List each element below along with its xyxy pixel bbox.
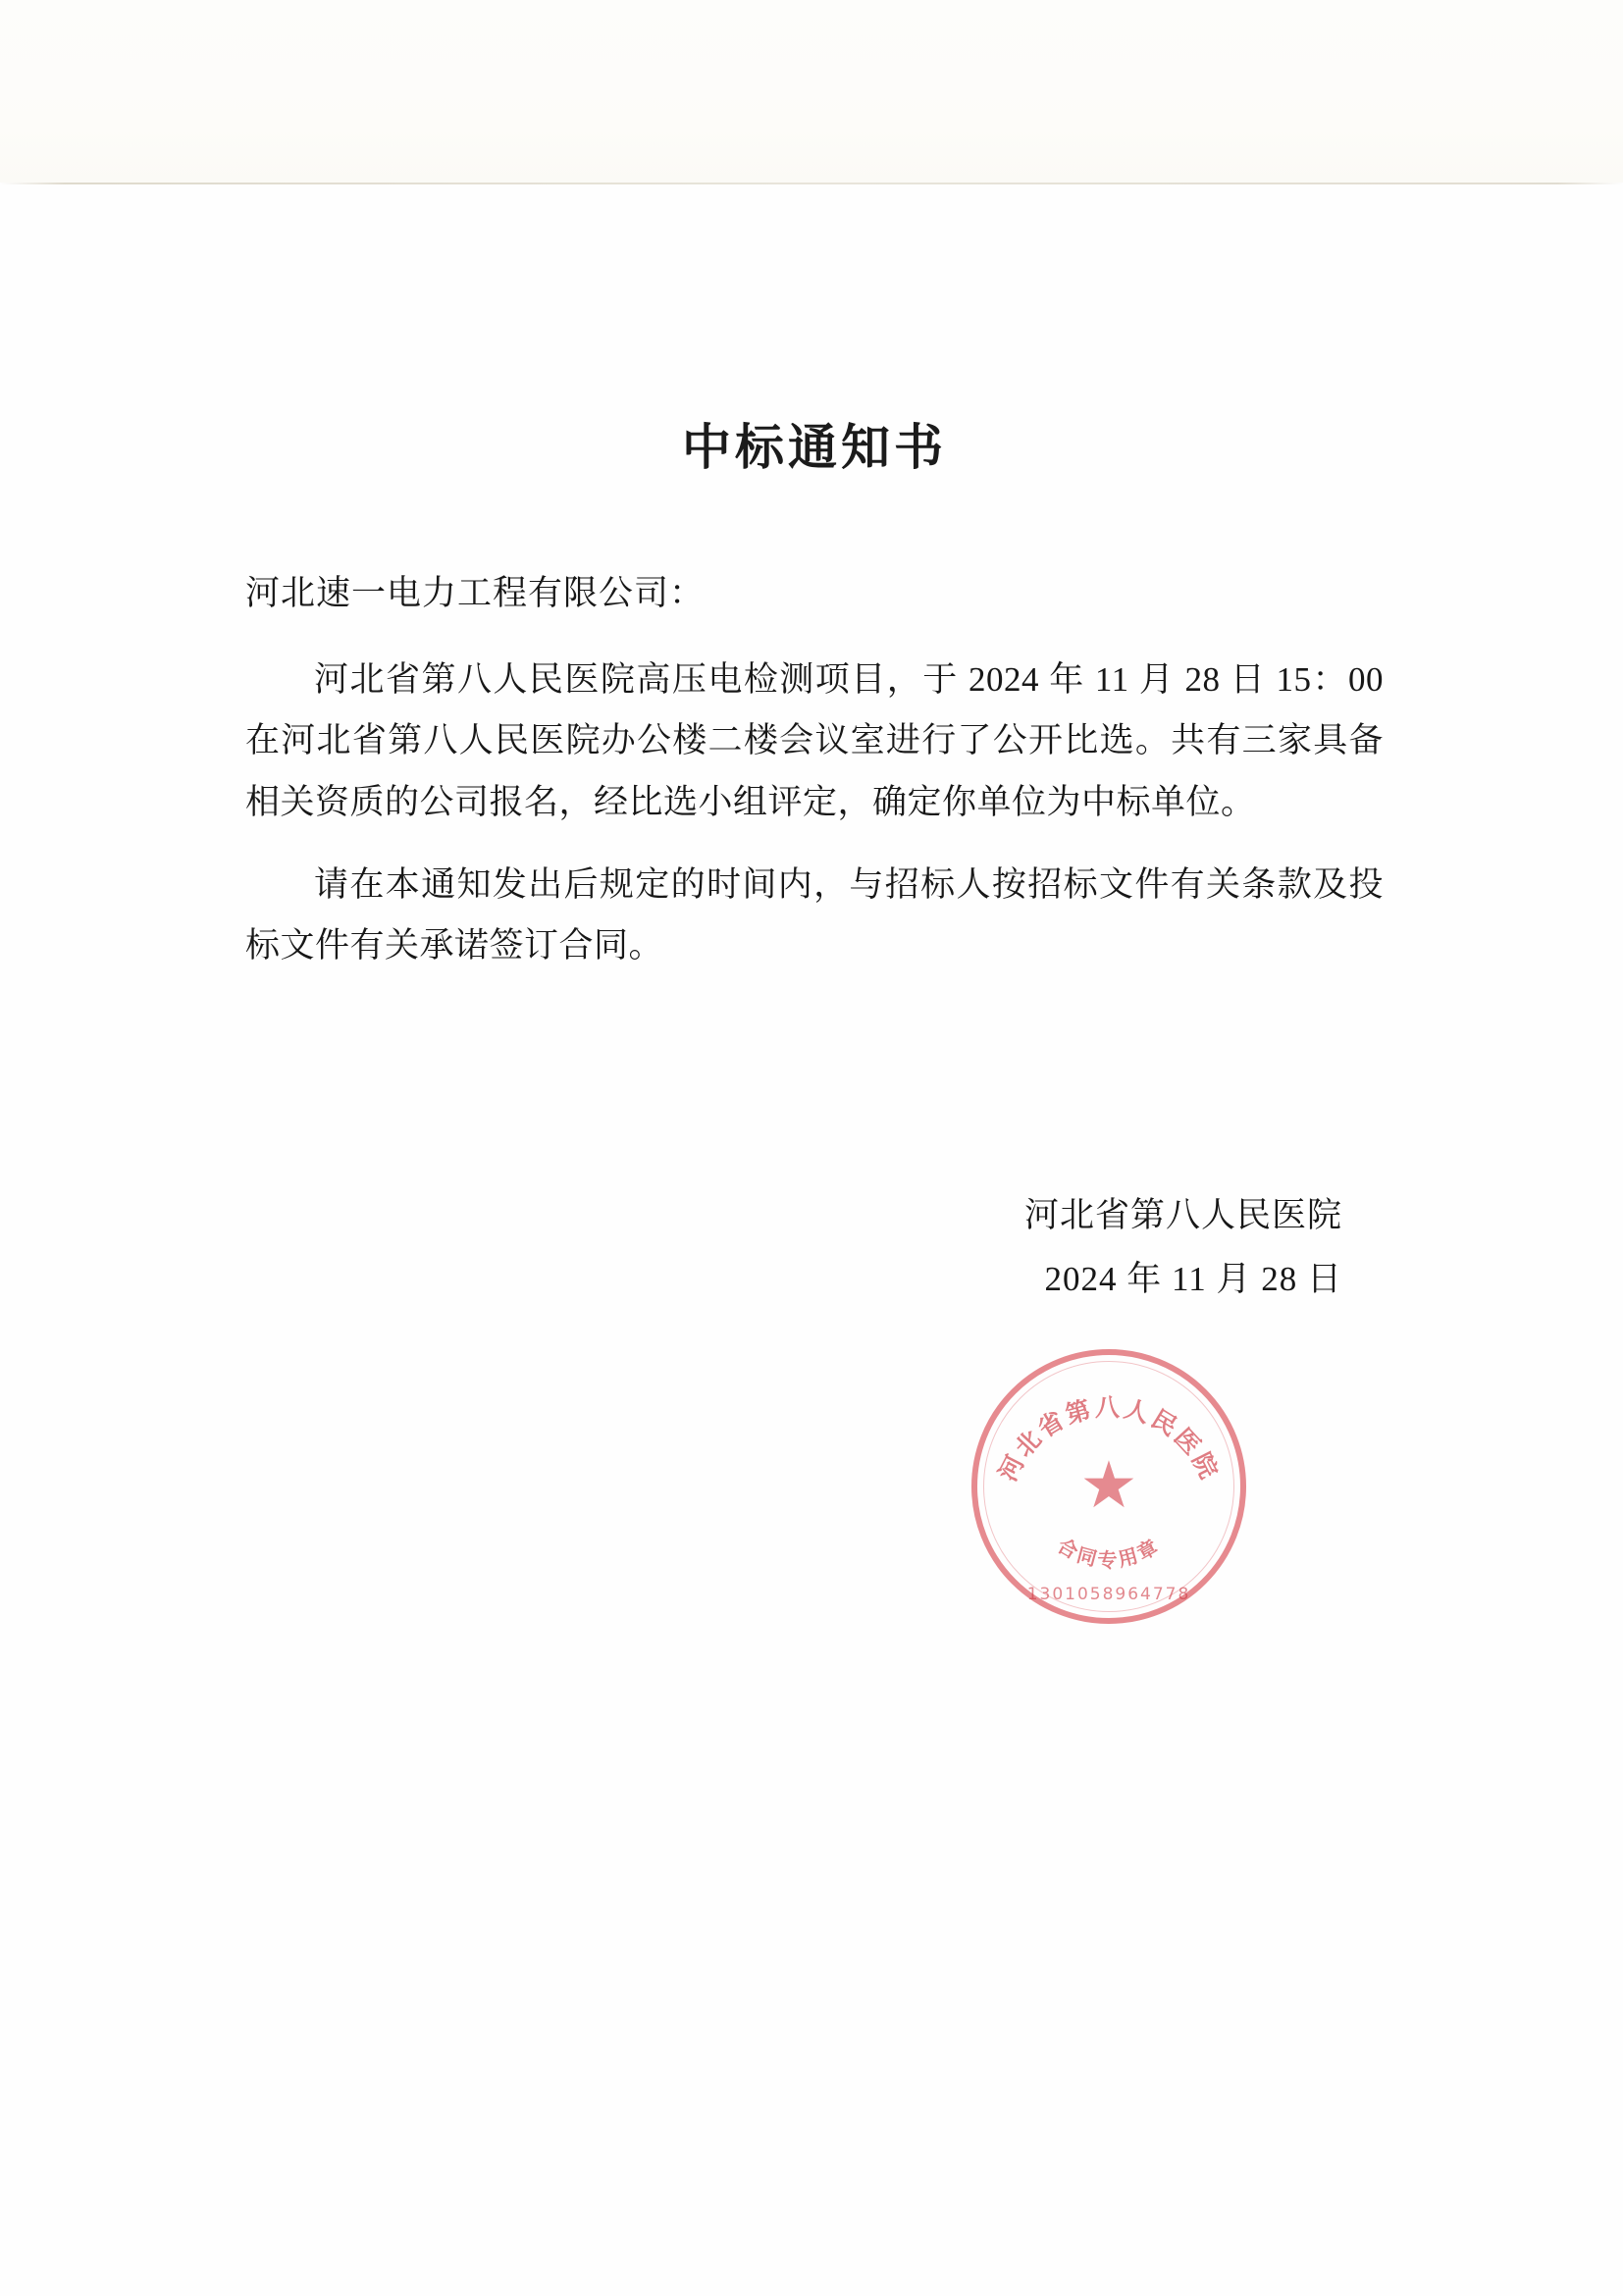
seal-inner-ring: [983, 1361, 1234, 1612]
seal-bottom-text: 合同专用章: [1053, 1533, 1165, 1572]
document-body: [245, 0, 1384, 1312]
addressee-line: 河北速一电力工程有限公司：: [245, 574, 706, 612]
signature-organization: 河北省第八人民医院: [1023, 1196, 1342, 1235]
svg-text:河北省第八人民医院: [993, 1393, 1225, 1486]
signature-block: [245, 1184, 1384, 1312]
paragraph-contract-notice: 请在本通知发出后规定的时间内，与招标人按招标文件有关条款及投标文件有关承诺签订合同。: [245, 864, 1384, 965]
seal-text-arc: [971, 1349, 1246, 1624]
seal-star-icon: ★: [1079, 1450, 1138, 1522]
seal-top-text: 河北省第八人民医院: [993, 1393, 1225, 1487]
signature-date: 2024 年 11 月 28 日: [1044, 1260, 1342, 1299]
svg-text:合同专用章: [1054, 1534, 1165, 1572]
seal-code: 1301058964778: [1026, 1585, 1191, 1604]
page-title: 中标通知书: [682, 418, 947, 476]
official-seal-stamp: [971, 1349, 1246, 1624]
paragraph-project-details: 河北省第八人民医院高压电检测项目，于 2024 年 11 月 28 日 15：00 在河北省第八人民医院办公楼二楼会议室进行了公开比选。共有三家具备相关资质的公司报名，经比选小组评定，确定你单位为中标单位。: [245, 660, 1384, 821]
seal-outer-ring: [971, 1349, 1246, 1624]
